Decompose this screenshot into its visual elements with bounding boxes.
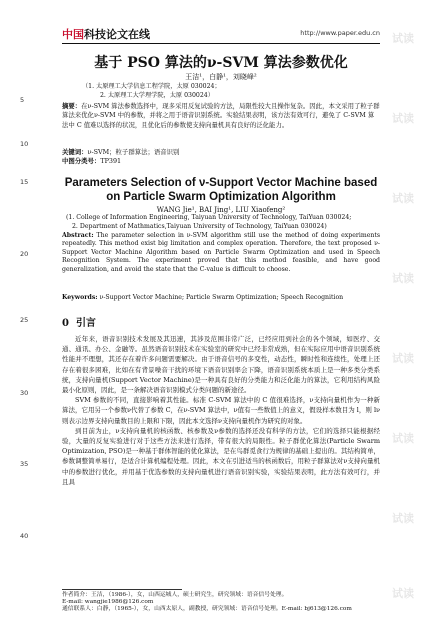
line-number: 15 [20, 178, 29, 186]
keywords-en: Keywords: ν-Support Vector Machine; Particle Swarm Optimization; Speech Recognition [62, 294, 344, 301]
abstract-en: Abstract: The parameter selection in ν-SVM algorithm still use the method of doing experiments repeatedly. This method exist big limitation and complex operation. Therefore, the text proposed ν-Support Vector Machine Algorithm based on Particle Swarm Optimization and used in Speech Recognition System. The experiment proved that this method feasible, and have good generalization, and avoid the state that the C-value is difficult to choose. [62, 232, 381, 273]
watermark: 试读 [392, 432, 414, 445]
affiliations-cn: （1. 太原理工大学信息工程学院，太原 030024； 2. 太原理工大学理学院，太原 030024） [82, 83, 221, 99]
paper-title-cn: 基于 PSO 算法的ν-SVM 算法参数优化 [94, 55, 348, 71]
line-number: 40 [20, 532, 29, 540]
line-number: 30 [20, 389, 29, 397]
line-number: 25 [20, 316, 29, 324]
line-number: 20 [20, 250, 29, 258]
watermark: 试读 [392, 192, 414, 205]
watermark: 试读 [392, 587, 414, 600]
footnote-author: 作者简介：王洁，（1986-），女，山西运城人，硕士研究生，研究领域：语音信号处理。 [62, 592, 288, 598]
section-heading: 0 引言 [62, 318, 96, 329]
paragraph: 近年来，语音识别技术发展及其迅速，其涉及范围非常广泛，已经应用到社会的各个领域，如医疗、交通、通讯、办公、金融等。虽然语音识别技术在实验室的研究中已经非常成熟，但在实际应用中语音识别系统性能并不理想，其还存在着许多问题需要解决。由于语音信号的多变性，动态性，瞬时性和连续性，处理上还存在着很多困难，比如在有背景噪音干扰的环境下语音识别率会下降，语音识别系统本质上是一种多类分类系统，支持向量机(Support Vector Machine)是一种具有良好的分类能力和泛化能力的算法，它利用结构风险最小化原则，因此，是一条解决语音识别模式分类问题的新途径。 [62, 335, 380, 395]
journal-logo: 中国科技论文在线 [62, 28, 150, 41]
authors-cn: 王洁¹，白静¹，刘晓峰² [185, 73, 257, 81]
abstract-cn: 摘要：在ν-SVM 算法参数选择中，现多采用反复试验的方法，局限性较大且操作复杂。因此，本文采用了粒子群算法来优化ν-SVM 中的参数，并将之用于语音识别系统。实验结果表明，该方法有效可行，避免了 C-SVM 算法中 C 值难以选择的状况，且优化后的参数使支持向量机具有良好的泛化能力。 [62, 102, 380, 129]
keywords-cn: 关键词：ν-SVM；粒子群算法；语音识别 [62, 148, 180, 156]
line-number: 5 [20, 96, 25, 104]
line-number: 35 [20, 460, 29, 468]
classification-cn: 中图分类号：TP391 [62, 157, 122, 165]
watermark: 试读 [392, 112, 414, 125]
affiliations-en: (1. College of Information Engineering, Taiyuan University of Technology, TaiYuan 030024; 2. Department of Mathmatics,Taiyuan University of Technology, TaiYuan 030024) [66, 214, 352, 230]
header-rule [62, 43, 380, 44]
footnote-rule [62, 589, 182, 590]
header-url[interactable]: http://www.paper.edu.cn [300, 29, 380, 37]
paper-title-en: Parameters Selection of ν-Support Vector Machine based on Particle Swarm Optimization Algorithm [64, 177, 378, 203]
paragraph: SVM 参数的不同，直接影响着其性能。标准 C-SVM 算法中的 C 值很难选择，ν支持向量机作为一种新算法，它用另一个参数ν代替了参数 C，在ν-SVM 算法中，ν值有一些数值上的意义，假设样本数目为 l，则 lν则表示边界支持向量数目的上限和下限，因此本文选择ν支持向量机作为研究的对象。 [62, 396, 380, 425]
watermark: 试读 [392, 32, 414, 45]
body-text [62, 334, 380, 487]
page-header [62, 26, 380, 42]
footnote-email: E-mail: wangjie1986@126.com [62, 599, 154, 605]
watermark: 试读 [392, 512, 414, 525]
watermark: 试读 [392, 272, 414, 285]
line-number: 10 [20, 140, 29, 148]
authors-en: WANG Jie¹, BAI Jing¹, LIU Xiaofeng² [156, 206, 286, 214]
watermark: 试读 [392, 352, 414, 365]
footnote-contact: 通信联系人：白静，（1965-），女，山西太原人，副教授，研究领域：语音信号处理。E-mail: bj613@126.com [62, 606, 352, 612]
paragraph: 到目前为止，ν支持向量机的核函数、核参数及ν参数的选择还没有科学的方法，它们的选择只能根据经验，大量的反复实验进行对于这些方法来进行选择，带有很大的局限性。粒子群优化算法(Particle Swarm Optimization, PSO)是一种基于群体智能的优化算法，是在鸟群觅食行为规律的基础上提出的。其结构简单，参数调整简单易行，是适合计算机编程处理。因此，本文在引进适当的核函数后，用粒子群算法对ν支持向量机中的参数进行优化，并用基于优选参数的支持向量机进行语音识别实验，实验结果表明，此方法有效可行，并且具 [62, 426, 380, 486]
